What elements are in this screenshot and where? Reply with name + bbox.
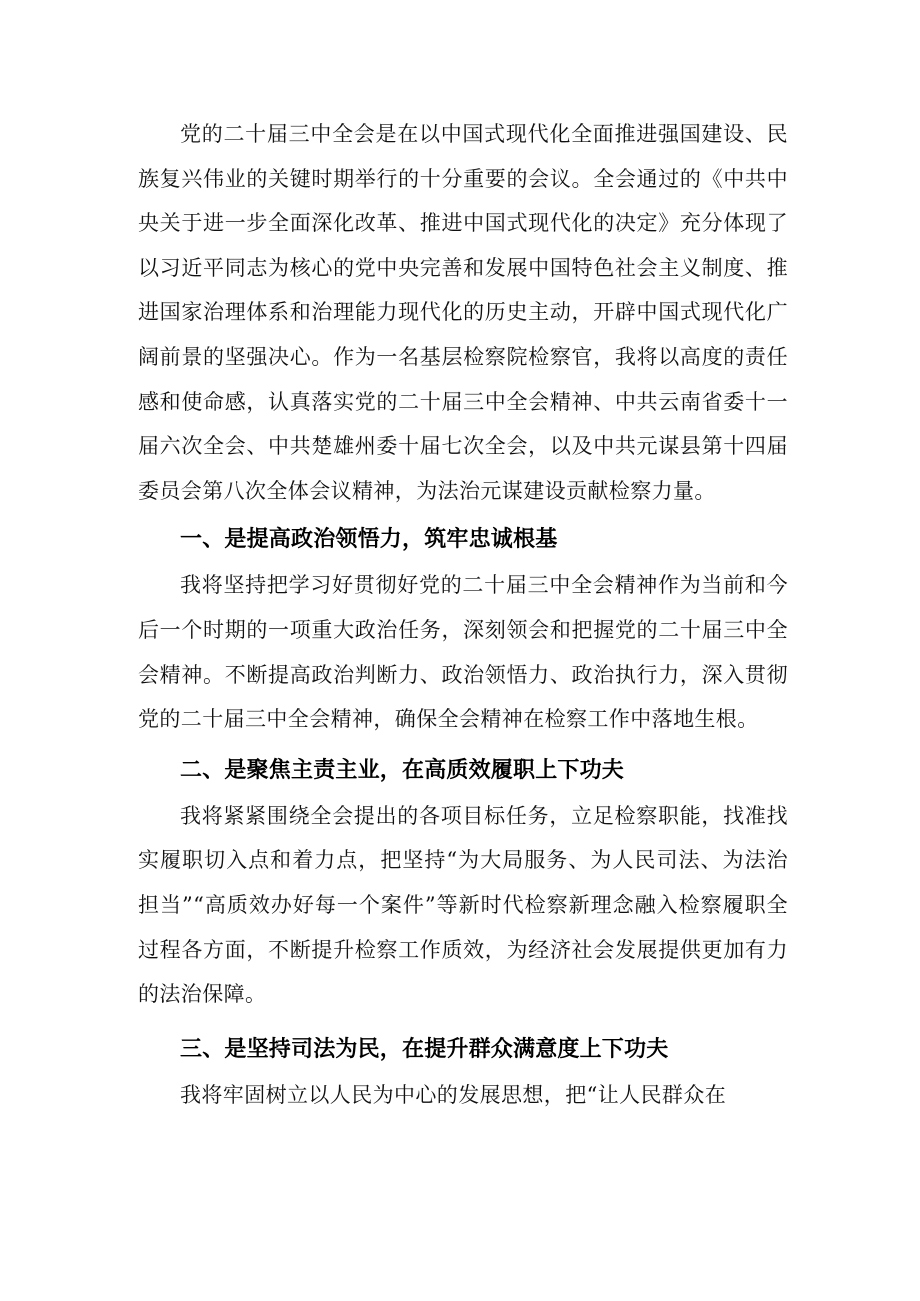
section-body-2: 我将紧紧围绕全会提出的各项目标任务，立足检察职能，找准找实履职切入点和着力点，把坚持“为大局服务、为人民司法、为法治担当”“高质效办好每一个案件”等新时代检察新理念融入检察履职全过程各方面，不断提升检察工作质效，为经济社会发展提供更加有力的法治保障。: [138, 803, 788, 1007]
section-body-1: 我将坚持把学习好贯彻好党的二十届三中全会精神作为当前和今后一个时期的一项重大政治任务，深刻领会和把握党的二十届三中全会精神。不断提高政治判断力、政治领悟力、政治执行力，深入贯彻党的二十届三中全会精神，确保全会精神在检察工作中落地生根。: [138, 573, 788, 732]
section-heading-3: 三、是坚持司法为民，在提升群众满意度上下功夫: [180, 1036, 669, 1062]
intro-paragraph: 党的二十届三中全会是在以中国式现代化全面推进强国建设、民族复兴伟业的关键时期举行的十分重要的会议。全会通过的《中共中央关于进一步全面深化改革、推进中国式现代化的决定》充分体现了以习近平同志为核心的党中央完善和发展中国特色社会主义制度、推进国家治理体系和治理能力现代化的历史主动，开辟中国式现代化广阔前景的坚强决心。作为一名基层检察院检察官，我将以高度的责任感和使命感，认真落实党的二十届三中全会精神、中共云南省委十一届六次全会、中共楚雄州委十届七次全会，以及中共元谋县第十四届委员会第八次全体会议精神，为法治元谋建设贡献检察力量。: [138, 122, 788, 503]
section-heading-2: 二、是聚焦主责主业，在高质效履职上下功夫: [180, 757, 625, 783]
section-body-3: 我将牢固树立以人民为中心的发展思想，把“让人民群众在: [180, 1082, 727, 1107]
document-body: [138, 112, 788, 1117]
section-heading-1: 一、是提高政治领悟力，筑牢忠诚根基: [180, 527, 558, 553]
